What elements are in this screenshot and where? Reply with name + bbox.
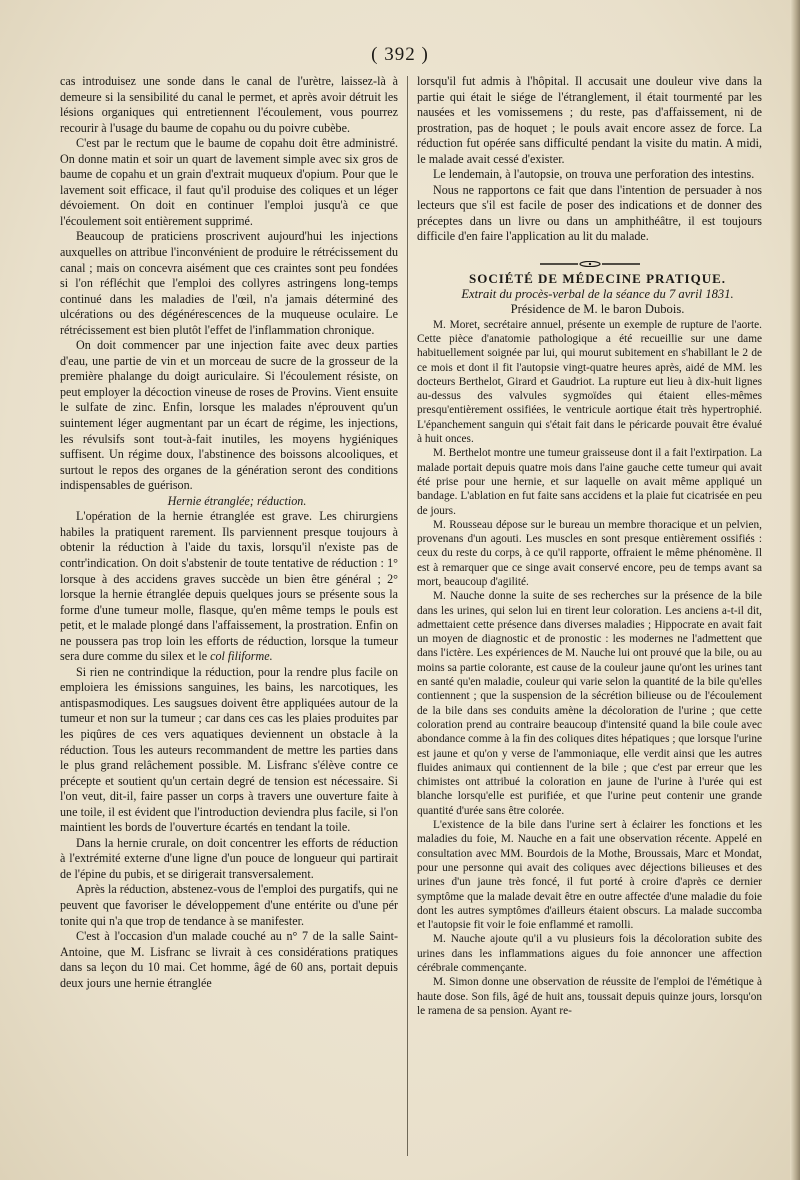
section-subheading: Hernie étranglée; réduction. [167,493,307,508]
paragraph: C'est par le rectum que le baume de copahu doit être administré. On donne matin et soir un quart de lavement simple avec six gros de baume de copahu et un grain d'extrait muqueux d'opium. Pour que le lavement soit efficace, il faut qu'il produise des coliques et un léger dévoiement. On doit en continuer l'emploi jusqu'à ce que l'écoulement soit entièrement supprimé. [60,136,398,228]
paragraph [60,509,398,664]
paragraph: C'est à l'occasion d'un malade couché au n° 7 de la salle Saint-Antoine, que M. Lisfranc se livrait à ces considérations pratiques dans sa leçon du 10 mai. Cet homme, âgé de 60 ans, portait depuis deux jours une hernie étranglée [60,929,398,990]
column-divider [407,76,408,1156]
page-edge [790,0,800,1180]
paragraph: M. Rousseau dépose sur le bureau un membre thoracique et un pelvien, provenans d'un agouti. Les muscles en sont presque entièrement ossifiés : ceux du reste du corps, à ce qu'il rapporte, offraient le même phénomène. Il est à remarquer que ce singe avait conservé encore, peu de temps avant sa mort, beaucoup d'agilité. [417,518,762,588]
paragraph: M. Nauche donne la suite de ses recherches sur la présence de la bile dans les urines, qui selon lui en tirent leur coloration. Les anciens a-t-il dit, admettaient cette présence dans diverses maladies ; Hippocrate en avait fait un moyen de diagnostic et de pronostic : les modernes ne l'admettent que dans l'ictère. Les expériences de M. Nauche lui ont prouvé que la bile, ou au moins sa partie colorante, est cause de la couleur jaune qu'ont les urines tant en santé qu'en maladie, couleur qui varie selon la quantité de la bile qu'elles contiennent ; que la suspension de la sécrétion bilieuse ou de l'écoulement de la bile dans ses conduits amène la décoloration de l'urine ; que cette coloration prend au contraire beaucoup d'intensité quand la bile coule avec abondance comme à la fin des coliques dites hépatiques ; que lorsque l'urine est jaune et qu'on y verse de l'ammoniaque, elle verdit ainsi que les autres fluides animaux qui contiennent de la bile ; que c'est par erreur que les chimistes ont attribué la coloration en jaune de l'urine à l'urée qui est blanche lorsqu'elle est purifiée, et que l'urine peut contenir une grande quantité d'urée sans être colorée. [417,590,762,817]
paragraph: Si rien ne contrindique la réduction, pour la rendre plus facile on emploiera les émissions sanguines, les bains, les narcotiques, les antispasmodiques. Les saugsues doivent être appliquées autour de la tumeur et non sur la tumeur ; car dans ces cas les plaies produites par les piqûres de ces vers aquatiques deviennent un obstacle à la réduction. Tous les auteurs recommandent de mettre les parties dans le plus grand relâchement possible. M. Lisfranc s'élève contre ce précepte et soutient qu'un certain degré de tension est nécessaire. Si l'on veut, dit-il, faire passer un corps à travers une ouverture faite à une toile, il est évident que l'introduction deviendra plus facile, si l'on maintient les bords de l'ouverture écartés en tendant la toile. [60,664,398,835]
page-number: ( 392 ) [371,44,429,65]
paragraph: Beaucoup de praticiens proscrivent aujourd'hui les injections auxquelles on attribue l'inconvénient de produire le rétrécissement du canal ; mais on concevra aisément que ces craintes sont peu fondées si l'on réfléchit que l'emploi des collyres astringens long-temps continué dans les maladies de l'œil, n'a jamais déterminé des ulcérations ou des dégénérescences de la muqueuse oculaire. Le rétrécissement est bien plutôt l'effet de l'inflammation chronique. [60,229,398,337]
paragraph: M. Simon donne une observation de réussite de l'emploi de l'émétique à haute dose. Son fils, âgé de huit ans, toussait depuis quinze jours, lorsqu'on le ramena de sa pension. Ayant re- [417,976,762,1017]
paragraph: Dans la hernie crurale, on doit concentrer les efforts de réduction à l'extrémité externe d'une ligne d'un pouce de longueur qui partirait de l'épine du pubis, et se dirigerait transversalement. [60,835,398,881]
paragraph: Le lendemain, à l'autopsie, on trouva une perforation des intestins. [433,167,755,182]
presidence-line: Présidence de M. le baron Dubois. [510,302,685,317]
section-title: SOCIÉTÉ DE MÉDECINE PRATIQUE. [468,271,727,287]
paragraph: Après la réduction, abstenez-vous de l'emploi des purgatifs, qui ne peuvent que favoriser le développement d'une entérite ou d'une pér tonite qui n'a que trop de tendance à se manifester. [60,882,398,928]
paragraph-text: L'opération de la hernie étranglée est grave. Les chirurgiens habiles la pratiquent rarement. Ils parviennent presque toujours à obtenir la réduction à l'aide du taxis, lorsqu'il n'existe pas de contr'indication. On doit s'abstenir de toute tentative de réduction : 1° lorsque à des accidens graves succède un bien être général ; 2° lorsque la hernie étranglée depuis quelques jours se présente sous la forme d'une tumeur molle, flasque, qu'en même temps le pouls est petit, et le malade plongé dans l'affaissement, la prostration. Enfin on ne poussera pas trop loin les efforts de réduction, lorsque la tumeur sera dure comme du silex et le [60,509,398,664]
italic-term: col filiforme. [210,649,273,664]
right-column [417,74,762,1018]
paragraph: cas introduisez une sonde dans le canal de l'urètre, laissez-là à demeure si la sensibilité du canal le permet, et après avoir détruit les lésions organiques qui entretiennent l'écoulement, vous pourrez recourir à l'usage du baume de copahu ou du poivre cubèbe. [60,74,398,135]
ornament-rule [540,261,640,267]
paragraph: lorsqu'il fut admis à l'hôpital. Il accusait une douleur vive dans la partie qui était le siége de l'étranglement, il était tourmenté par les nausées et les vomissemens ; du reste, pas d'affaissement, ni de prostration, pas de hoquet ; le pouls avait encore assez de force. La réduction fut opérée sans difficulté pendant la visite du matin. A midi, le malade avait cessé d'exister. [417,74,762,166]
paragraph: M. Moret, secrétaire annuel, présente un exemple de rupture de l'aorte. Cette pièce d'anatomie pathologique a été recueillie sur une dame habituellement soignée par lui, qui mourut subitement en s'habillant le 2 de ce mois et dont il fit l'autopsie vingt-quatre heures après, aidé de MM. les docteurs Berthelot, Girard et Gaudriot. La rupture eut lieu à dix-huit lignes au-dessus des valvules sygmoïdes qui étaient elles-mêmes presqu'entièrement ossifiées, le ventricule aortique était très hypertrophié. L'épanchement sanguin qui s'était fait dans le péricarde pouvait être évalué à huit onces. [417,318,762,446]
section-subtitle: Extrait du procès-verbal de la séance du 7 avril 1831. [461,286,734,301]
minutes-block [417,318,762,1019]
paragraph: L'existence de la bile dans l'urine sert à éclairer les fonctions et les maladies du foie, M. Nauche en a fait une observation récente. Appelé en consultation avec MM. Bourdois de la Mothe, Broussais, Marc et Mondat, pour une personne qui avait des coliques avec déjections bilieuses et des urines d'un jaune très foncé, il fut porté à croire d'après ce dernier symptôme que la malade devait être en outre affectée d'une maladie du foie dont les autres symptômes d'ailleurs étaient obscurs. La malade succomba et l'autopsie fit voir le foie enflammé et ramolli. [417,819,762,932]
paragraph: M. Berthelot montre une tumeur graisseuse dont il a fait l'extirpation. La malade portait depuis quatre mois dans l'aine gauche cette tumeur qui avait été prise pour une hernie, et sur laquelle on avait même appliqué un bandage. L'ablation en fut faite sans accidens et la plaie fut cicatrisée en peu de jours. [417,447,762,517]
paragraph: M. Nauche ajoute qu'il a vu plusieurs fois la décoloration subite des urines dans les inflammations aigues du foie annoncer une affection cérébrale commençante. [417,933,762,975]
paragraph: Nous ne rapportons ce fait que dans l'intention de persuader à nos lecteurs que s'il est facile de poser des indications et de donner des préceptes dans un livre ou dans un amphithéâtre, il est toujours difficile d'en faire l'application au lit du malade. [417,182,762,244]
paragraph: On doit commencer par une injection faite avec deux parties d'eau, une partie de vin et un morceau de sucre de la grosseur de la première phalange du doigt auriculaire. Si l'écoulement résiste, on peut employer la décoction vineuse de roses de Provins. Vient ensuite le sulfate de zinc. Enfin, lorsque les malades n'éprouvent qu'un suintement léger augmentant par un écart de régime, les injections, les révulsifs sont tout-à-fait inutiles, les moyens hygiéniques suffisent. Un régime doux, l'abstinence des boissons alcooliques, et surtout le repos des organes de la génération seront des conditions indispensables de guérison. [60,338,398,493]
left-column [60,74,398,991]
